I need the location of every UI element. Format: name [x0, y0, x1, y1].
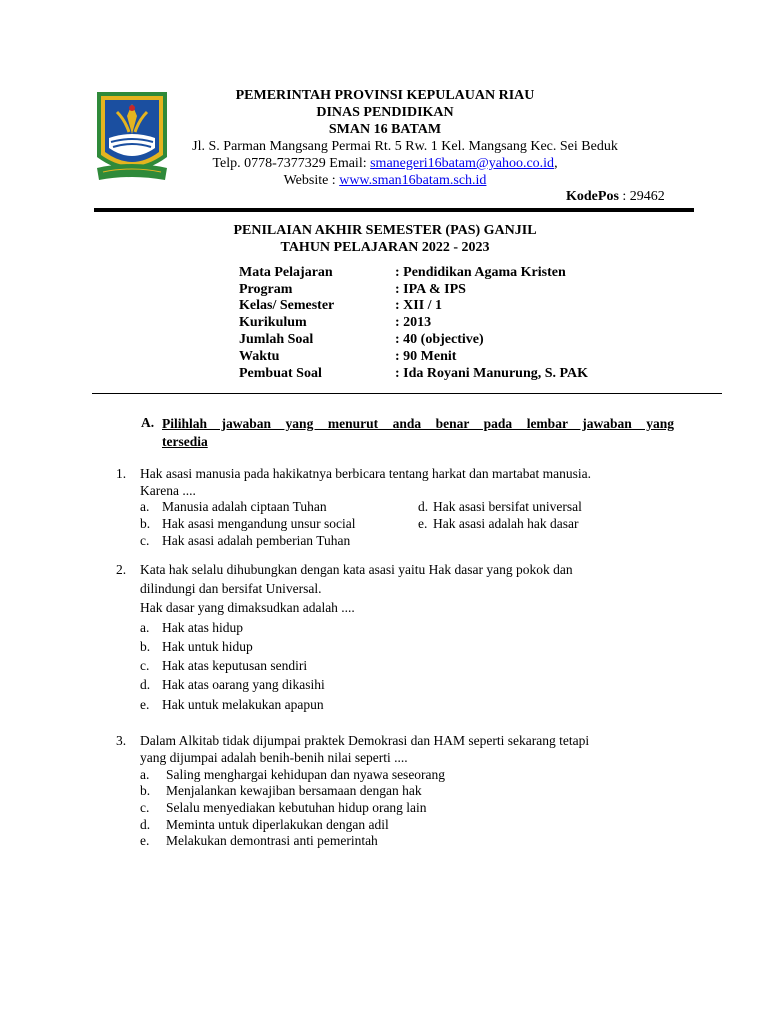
option-letter: c.: [140, 533, 150, 548]
question-number: 3.: [116, 733, 127, 748]
contact-line: [150, 155, 620, 172]
school-address: Jl. S. Parman Mangsang Permai Rt. 5 Rw. 1 Kel. Mangsang Kec. Sei Beduk: [192, 139, 618, 154]
question-text: Hak dasar yang dimaksudkan adalah ....: [140, 600, 355, 615]
website-label: Website :: [283, 173, 340, 188]
option-text: Hak untuk melakukan apapun: [162, 697, 324, 712]
school-name: SMAN 16 BATAM: [328, 122, 442, 137]
option-letter: b.: [140, 516, 151, 531]
option-letter: d.: [140, 817, 151, 832]
question-text: dilindungi dan bersifat Universal.: [140, 581, 322, 596]
option-text: Melakukan demontrasi anti pemerintah: [166, 833, 378, 848]
info-value: : Pendidikan Agama Kristen: [395, 265, 566, 280]
option-letter: b.: [140, 783, 151, 798]
question-text: yang dijumpai adalah benih-benih nilai seperti ....: [140, 750, 408, 765]
option-text: Hak atas oarang yang dikasihi: [162, 677, 325, 692]
section-instruction-cont: tersedia: [162, 434, 208, 449]
info-label: Program: [239, 282, 293, 297]
option-text: Hak asasi bersifat universal: [433, 499, 582, 514]
option-text: Saling menghargai kehidupan dan nyawa seseorang: [166, 767, 446, 782]
info-label: Mata Pelajaran: [239, 265, 333, 280]
question-text: Karena ....: [140, 483, 196, 498]
agency-name: DINAS PENDIDIKAN: [316, 105, 454, 120]
info-label: Jumlah Soal: [239, 332, 314, 347]
option-text: Hak asasi adalah hak dasar: [433, 516, 579, 531]
info-value: : 40 (objective): [395, 332, 484, 347]
telp-suffix: ,: [554, 156, 558, 171]
option-text: Manusia adalah ciptaan Tuhan: [162, 499, 327, 514]
email-link[interactable]: smanegeri16batam@yahoo.co.id: [370, 156, 555, 171]
info-value: : IPA & IPS: [395, 282, 466, 297]
header-divider: [94, 208, 694, 212]
section-instruction: Pilihlah jawaban yang menurut anda benar pada lembar jawaban yang: [162, 416, 674, 431]
option-text: Hak atas hidup: [162, 620, 243, 635]
option-text: Selalu menyediakan kebutuhan hidup orang lain: [166, 800, 427, 815]
option-letter: c.: [140, 800, 150, 815]
question-number: 2.: [116, 562, 127, 577]
option-letter: c.: [140, 658, 150, 673]
option-letter: e.: [140, 833, 150, 848]
option-text: Hak asasi adalah pemberian Tuhan: [162, 533, 351, 548]
section-letter: A.: [141, 415, 155, 430]
info-value: : 2013: [395, 315, 432, 330]
kodepos: [566, 189, 665, 205]
option-text: Hak asasi mengandung unsur social: [162, 516, 356, 531]
exam-title: PENILAIAN AKHIR SEMESTER (PAS) GANJIL: [233, 223, 537, 238]
exam-year: TAHUN PELAJARAN 2022 - 2023: [280, 240, 490, 255]
option-letter: a.: [140, 620, 150, 635]
option-text: Menjalankan kewajiban bersamaan dengan hak: [166, 783, 422, 798]
government-name: PEMERINTAH PROVINSI KEPULAUAN RIAU: [235, 88, 535, 103]
website-line: [150, 172, 620, 189]
question-text: Dalam Alkitab tidak dijumpai praktek Demokrasi dan HAM seperti sekarang tetapi: [140, 733, 590, 748]
info-label: Pembuat Soal: [239, 366, 322, 381]
option-text: Hak untuk hidup: [162, 639, 253, 654]
option-letter: a.: [140, 499, 150, 514]
info-label: Kurikulum: [239, 315, 307, 330]
option-letter: e.: [418, 516, 428, 531]
info-value: : Ida Royani Manurung, S. PAK: [395, 366, 589, 381]
info-label: Kelas/ Semester: [239, 298, 335, 313]
info-value: : XII / 1: [395, 298, 443, 313]
info-label: Waktu: [239, 349, 280, 364]
option-letter: a.: [140, 767, 150, 782]
option-letter: e.: [140, 697, 150, 712]
kodepos-label: KodePos: [566, 189, 619, 204]
telp-text: Telp. 0778-7377329 Email:: [212, 156, 371, 171]
website-link[interactable]: www.sman16batam.sch.id: [339, 173, 487, 188]
info-value: : 90 Menit: [395, 349, 457, 364]
info-divider: [92, 393, 722, 394]
option-text: Hak atas keputusan sendiri: [162, 658, 308, 673]
option-letter: b.: [140, 639, 151, 654]
option-text: Meminta untuk diperlakukan dengan adil: [166, 817, 389, 832]
option-letter: d.: [140, 677, 151, 692]
option-letter: d.: [418, 499, 429, 514]
kodepos-value: : 29462: [618, 189, 665, 204]
question-text: Hak asasi manusia pada hakikatnya berbicara tentang harkat dan martabat manusia.: [140, 466, 591, 481]
question-text: Kata hak selalu dihubungkan dengan kata asasi yaitu Hak dasar yang pokok dan: [140, 562, 573, 577]
question-number: 1.: [116, 466, 127, 481]
